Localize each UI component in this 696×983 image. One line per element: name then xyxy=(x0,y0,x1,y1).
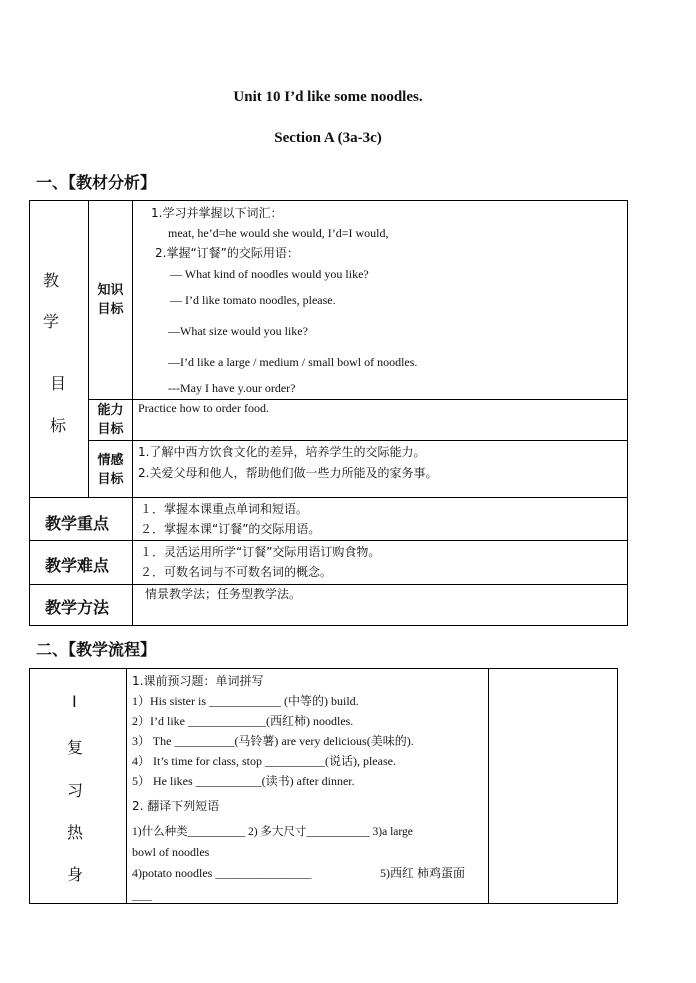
process-label-char: 热 xyxy=(67,823,84,842)
process-notes-cell xyxy=(488,668,618,904)
knowledge-label-line: 目标 xyxy=(97,302,124,317)
process-line: 2）I’d like _____________(西红柿) noodles. xyxy=(132,714,354,728)
process-line: 5)西红 柿鸡蛋面 xyxy=(380,866,465,880)
process-line: bowl of noodles xyxy=(132,845,210,859)
difficulties-label: 教学难点 xyxy=(45,556,110,575)
knowledge-label-line: 知识 xyxy=(97,283,124,298)
key-points-line: ２．掌握本课“订餐”的交际用语。 xyxy=(140,522,321,536)
process-label-char: 复 xyxy=(67,738,84,757)
emotion-label xyxy=(88,451,133,489)
process-line: 1)什么种类__________ 2) 多大尺寸___________ 3)a large xyxy=(132,826,413,838)
ability-text: Practice how to order food. xyxy=(138,401,269,415)
knowledge-line: meat, he’d=he would she would, I’d=I would, xyxy=(168,226,389,240)
section-heading-analysis: 一、【教材分析】 xyxy=(36,173,157,192)
process-line: 1.课前预习题：单词拼写 xyxy=(132,674,264,688)
objectives-label-char: 标 xyxy=(50,416,67,435)
knowledge-line: — I’d like tomato noodles, please. xyxy=(170,293,336,307)
objectives-label-char: 教 xyxy=(43,271,60,290)
difficulties-line: ２．可数名词与不可数名词的概念。 xyxy=(140,565,333,579)
knowledge-line: —What size would you like? xyxy=(168,324,308,338)
ability-label-line: 目标 xyxy=(97,422,124,437)
emotion-line: 1.了解中西方饮食文化的差异，培养学生的交际能力。 xyxy=(138,445,426,459)
process-line: 3） The __________(马铃薯) are very delicious(美味的). xyxy=(132,734,414,748)
process-line: 5） He likes ___________(读书) after dinner. xyxy=(132,774,355,788)
process-label-char: 身 xyxy=(67,865,84,884)
knowledge-label xyxy=(88,281,133,319)
process-label-char: 习 xyxy=(67,781,84,800)
knowledge-line: —I’d like a large / medium / small bowl of noodles. xyxy=(168,355,418,369)
objectives-label-char: 目 xyxy=(50,374,67,393)
emotion-label-line: 目标 xyxy=(97,472,124,487)
process-line: 2. 翻译下列短语 xyxy=(132,799,220,813)
knowledge-line: — What kind of noodles would you like? xyxy=(170,267,369,281)
process-line: ____ xyxy=(132,891,152,902)
process-line: 4） It’s time for class, stop __________(说话), please. xyxy=(132,754,396,768)
ability-label xyxy=(88,401,133,439)
ability-label-line: 能力 xyxy=(97,403,124,418)
process-line: 4)potato noodles ________________ xyxy=(132,866,312,880)
key-points-line: １．掌握本课重点单词和短语。 xyxy=(140,502,309,516)
emotion-line: 2.关爱父母和他人，帮助他们做一些力所能及的家务事。 xyxy=(138,466,438,480)
objectives-label-cell xyxy=(29,200,89,498)
page-title: Unit 10 I’d like some noodles. xyxy=(233,89,423,105)
emotion-label-line: 情感 xyxy=(97,453,124,468)
section-heading-process: 二、【教学流程】 xyxy=(36,640,157,659)
process-label-char: Ⅰ xyxy=(72,692,77,711)
knowledge-line: 1.学习并掌握以下词汇： xyxy=(151,206,283,220)
difficulties-line: １．灵活运用所学“订餐”交际用语订购食物。 xyxy=(140,545,381,559)
knowledge-line: 2.掌握“订餐”的交际用语： xyxy=(155,246,299,260)
objectives-label-char: 学 xyxy=(43,312,60,331)
process-line: 1）His sister is ____________ (中等的) build. xyxy=(132,694,359,708)
key-points-label: 教学重点 xyxy=(45,514,110,533)
methods-text: 情景教学法；任务型教学法。 xyxy=(145,587,302,601)
methods-label: 教学方法 xyxy=(45,598,110,617)
page-subtitle: Section A (3a-3c) xyxy=(274,130,382,146)
knowledge-line: ---May I have y.our order? xyxy=(168,381,296,395)
